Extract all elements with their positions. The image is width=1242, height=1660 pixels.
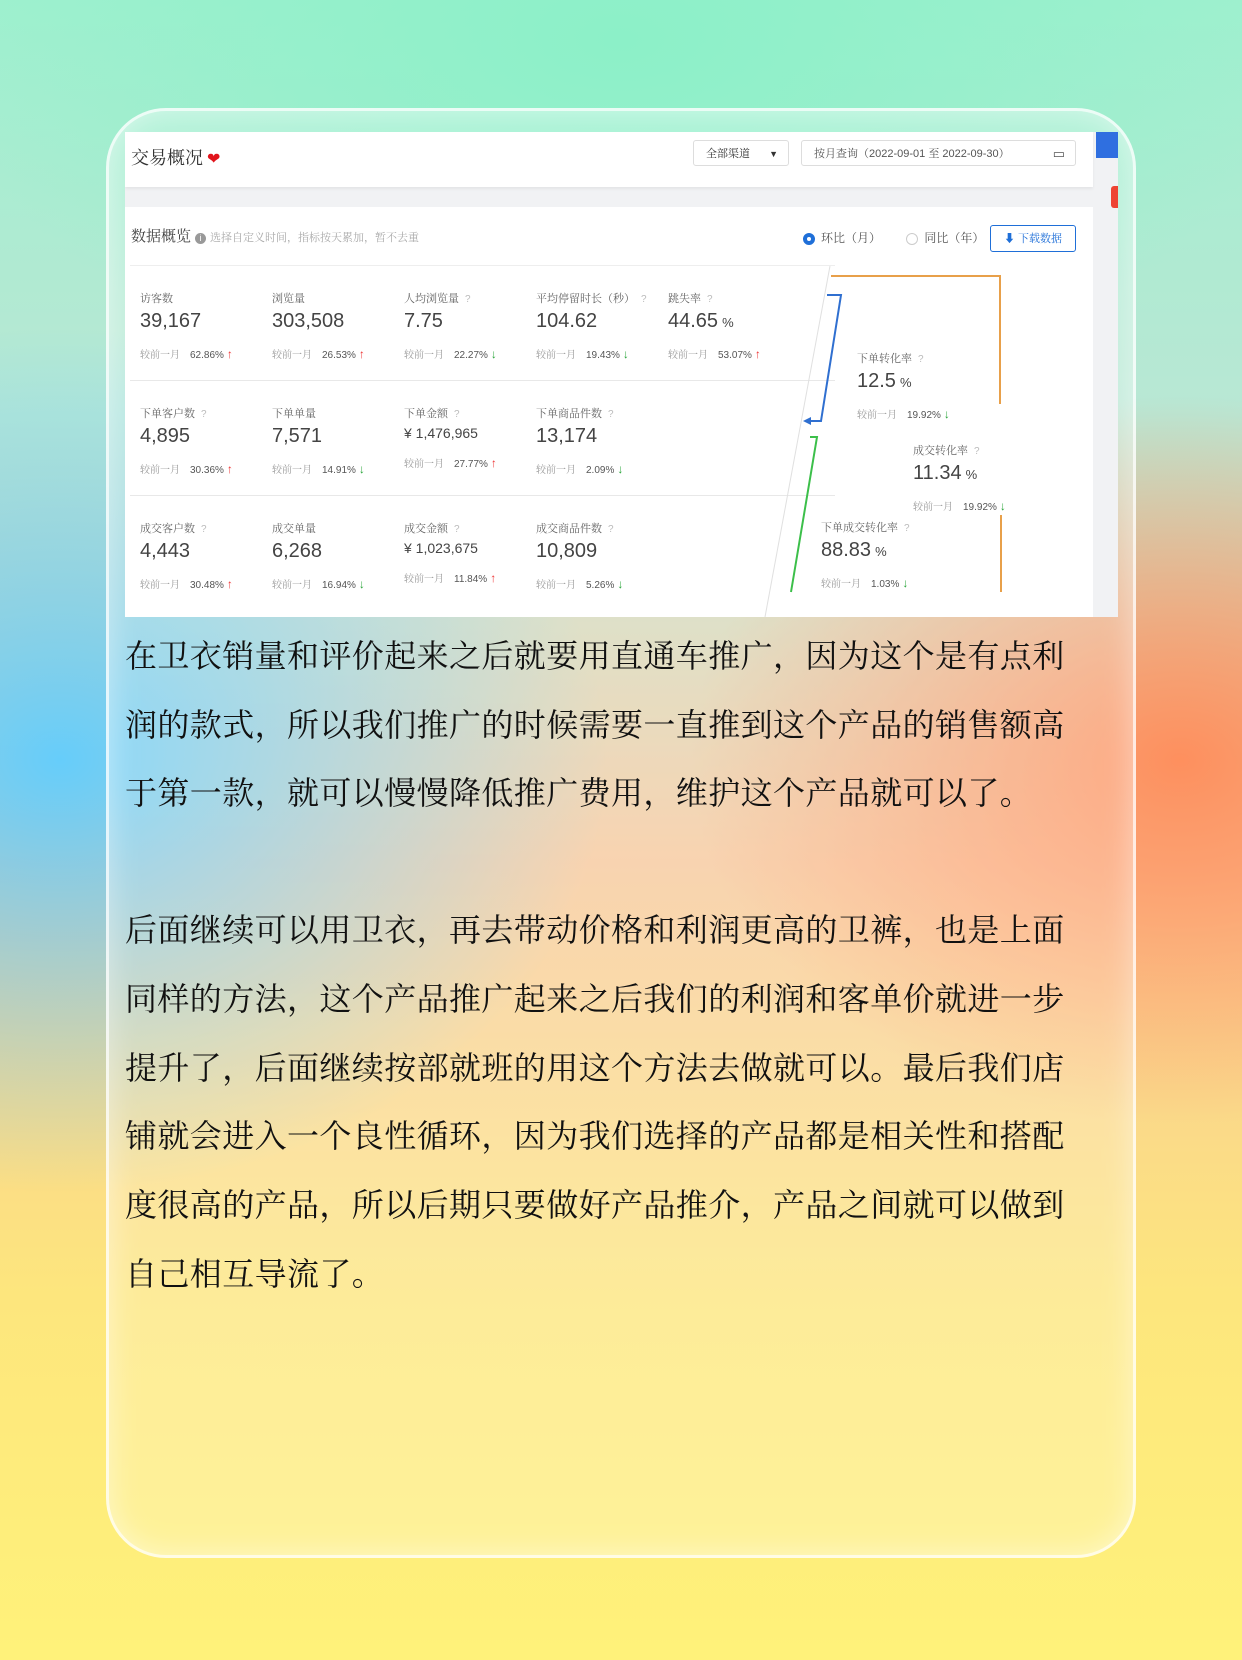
help-icon[interactable]: ?	[465, 294, 471, 305]
metric-compare: 较前一月 62.86% ↑	[140, 347, 233, 361]
arrow-down-icon: ↓	[358, 577, 365, 591]
funnel-line-blue	[809, 295, 841, 421]
radio-mom-label: 环比（月）	[821, 231, 882, 245]
metric-value: 39,167	[140, 310, 202, 332]
metric-value: 10,809	[536, 540, 598, 562]
metric-label: 成交金额 ?	[404, 523, 460, 535]
help-icon[interactable]: ?	[201, 524, 207, 535]
metric-compare: 较前一月 16.94% ↓	[272, 577, 365, 591]
metric-value: 44.65 %	[668, 310, 734, 332]
metric-value: 4,443	[140, 540, 191, 562]
help-icon[interactable]: ?	[641, 294, 647, 305]
metric-label: 下单商品件数 ?	[536, 408, 614, 420]
metric-value: 88.83 %	[821, 539, 887, 561]
metric-label: 成交单量	[272, 523, 316, 535]
help-icon[interactable]: ?	[904, 523, 910, 534]
metric-compare: 较前一月 2.09% ↓	[536, 462, 624, 476]
arrow-up-icon: ↑	[754, 347, 761, 361]
metric-compare: 较前一月 26.53% ↑	[272, 347, 365, 361]
metric-label: 下单成交转化率 ?	[821, 522, 910, 534]
arrow-up-icon: ↑	[490, 571, 497, 585]
dashboard-screenshot	[125, 132, 1118, 617]
arrow-down-icon: ↓	[490, 347, 497, 361]
metric-compare: 较前一月 19.92% ↓	[913, 499, 1006, 513]
metric-value: 7,571	[272, 425, 323, 447]
metric-value: 4,895	[140, 425, 191, 447]
article-paragraph-2: 后面继续可以用卫衣，再去带动价格和利润更高的卫裤，也是上面同样的方法，这个产品推广起来之后我们的利润和客单价就进一步提升了，后面继续按部就班的用这个方法去做就可以。最后我们店铺就会进入一个良性循环，因为我们选择的产品都是相关性和搭配度很高的产品，所以后期只要做好产品推介，产品之间就可以做到自己相互导流了。	[125, 911, 1065, 1293]
help-icon[interactable]: ?	[974, 446, 980, 457]
metric-label: 成交客户数 ?	[140, 523, 207, 535]
help-icon[interactable]: ?	[707, 294, 713, 305]
arrow-down-icon: ↓	[999, 499, 1006, 513]
metric-compare: 较前一月 53.07% ↑	[668, 347, 761, 361]
help-icon[interactable]: ?	[201, 409, 207, 420]
funnel-arrow-blue	[803, 417, 811, 425]
heart-icon: ❤	[207, 151, 221, 168]
metric-value: 6,268	[272, 540, 323, 562]
arrow-up-icon: ↑	[490, 456, 497, 470]
help-icon[interactable]: ?	[454, 524, 460, 535]
date-range-value: 按月查询（2022-09-01 至 2022-09-30）	[814, 148, 1010, 160]
metric-card	[811, 495, 946, 609]
radio-yoy-label: 同比（年）	[924, 231, 985, 245]
metric-value: 11.34 %	[913, 462, 978, 484]
help-icon[interactable]: ?	[608, 524, 614, 535]
metric-compare: 较前一月 1.03% ↓	[821, 576, 909, 590]
metric-compare: 较前一月 19.43% ↓	[536, 347, 629, 361]
metric-label: 成交商品件数 ?	[536, 523, 614, 535]
info-icon: i	[195, 233, 206, 244]
metric-label: 访客数	[140, 293, 173, 305]
metric-label: 下单转化率 ?	[857, 353, 924, 365]
article-text	[125, 622, 1085, 1308]
overview-title-text: 数据概览	[131, 228, 192, 245]
arrow-down-icon: ↓	[617, 462, 624, 476]
metric-label: 下单单量	[272, 408, 316, 420]
metric-value: ¥ 1,023,675	[404, 540, 478, 556]
overview-hint: 选择自定义时间，指标按天累加，暂不去重	[210, 232, 420, 244]
arrow-down-icon: ↓	[358, 462, 365, 476]
metric-value: 13,174	[536, 425, 598, 447]
metric-compare: 较前一月 30.48% ↑	[140, 577, 233, 591]
download-label: 下载数据	[1018, 233, 1063, 245]
article-paragraph-1: 在卫衣销量和评价起来之后就要用直通车推广，因为这个是有点利润的款式，所以我们推广的时候需要一直推到这个产品的销售额高于第一款，就可以慢慢降低推广费用，维护这个产品就可以了。	[125, 637, 1065, 813]
channel-select-value: 全部渠道	[706, 148, 750, 160]
metric-label: 平均停留时长（秒） ?	[536, 293, 647, 305]
metric-value: 303,508	[272, 310, 345, 332]
arrow-down-icon: ↓	[943, 407, 950, 421]
help-icon[interactable]: ?	[608, 409, 614, 420]
metric-compare: 较前一月 14.91% ↓	[272, 462, 365, 476]
arrow-up-icon: ↑	[226, 577, 233, 591]
page-title-text: 交易概况	[131, 148, 203, 168]
help-icon[interactable]: ?	[918, 354, 924, 365]
metric-label: 跳失率 ?	[668, 293, 713, 305]
metric-label: 下单客户数 ?	[140, 408, 207, 420]
metric-compare: 较前一月 19.92% ↓	[857, 407, 950, 421]
metric-label: 成交转化率 ?	[913, 445, 980, 457]
arrow-down-icon: ↓	[617, 577, 624, 591]
arrow-up-icon: ↑	[358, 347, 365, 361]
arrow-down-icon: ↓	[902, 576, 909, 590]
metric-value: 7.75	[404, 310, 443, 332]
metric-label: 下单金额 ?	[404, 408, 460, 420]
caret-down-icon: ▼	[769, 149, 778, 159]
download-icon: ⬇	[1003, 233, 1015, 245]
help-icon[interactable]: ?	[454, 409, 460, 420]
metric-compare: 较前一月 5.26% ↓	[536, 577, 624, 591]
metric-label: 浏览量	[272, 293, 305, 305]
metric-value: ¥ 1,476,965	[404, 425, 478, 441]
metric-compare: 较前一月 22.27% ↓	[404, 347, 497, 361]
metric-label: 人均浏览量 ?	[404, 293, 471, 305]
metric-compare: 较前一月 27.77% ↑	[404, 456, 497, 470]
arrow-down-icon: ↓	[622, 347, 629, 361]
metric-compare: 较前一月 11.84% ↑	[404, 571, 497, 585]
metric-compare: 较前一月 30.36% ↑	[140, 462, 233, 476]
arrow-up-icon: ↑	[226, 462, 233, 476]
arrow-up-icon: ↑	[226, 347, 233, 361]
metric-value: 104.62	[536, 310, 598, 332]
metric-value: 12.5 %	[857, 370, 912, 392]
calendar-icon: ▭	[1052, 146, 1065, 161]
